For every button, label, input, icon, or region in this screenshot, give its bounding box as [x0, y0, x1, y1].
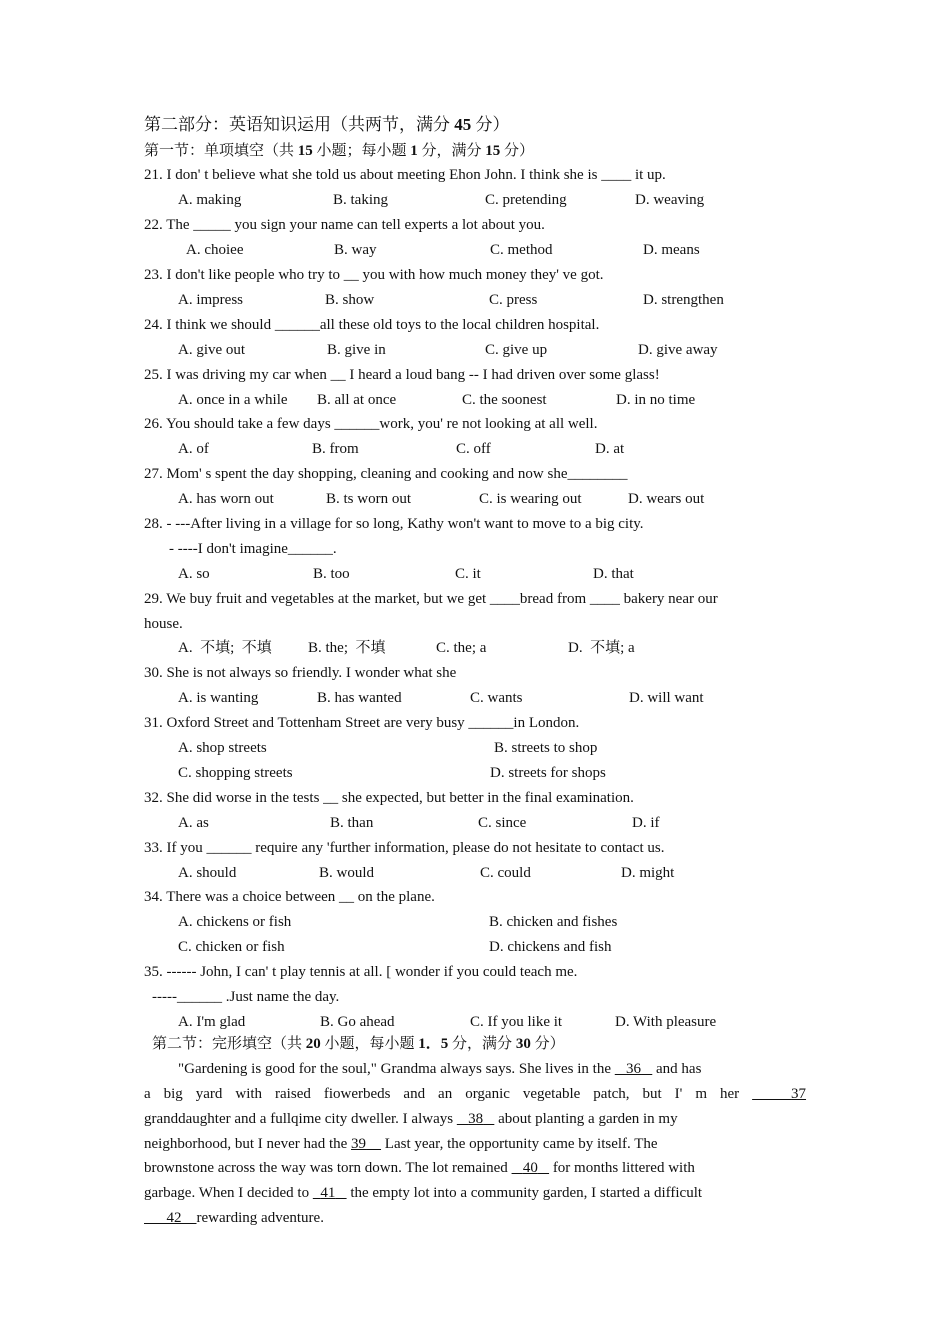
passage-text: for months littered with	[549, 1160, 695, 1176]
section2-per: 1．5	[418, 1036, 449, 1052]
q31-option-c: C. shopping streets	[178, 765, 293, 781]
blank-38	[457, 1111, 495, 1127]
passage-text: Last year, the opportunity came by itself. The	[381, 1136, 658, 1152]
section1-title	[144, 141, 534, 161]
question-32: 32. She did worse in the tests __ she expected, but better in the final examination.	[144, 790, 634, 806]
passage-line-5	[144, 1158, 695, 1178]
q22-option-b: B. way	[334, 242, 377, 258]
q24-option-c: C. give up	[485, 342, 548, 358]
q33-option-b: B. would	[319, 865, 375, 881]
q25-option-a: A. once in a while	[178, 392, 288, 408]
passage-text: garbage. When I decided to	[144, 1185, 313, 1201]
q24-option-a: A. give out	[178, 342, 246, 358]
passage-text: rewarding adventure.	[196, 1210, 324, 1226]
question-26: 26. You should take a few days ______work, you' re not looking at all well.	[144, 416, 598, 432]
q29-option-d: D. 不填; a	[568, 640, 635, 656]
q34-option-a: A. chickens or fish	[178, 914, 292, 930]
section1-total: 15	[485, 143, 501, 159]
question-25: 25. I was driving my car when __ I heard a loud bang -- I had driven over some glass!	[144, 367, 660, 383]
blank-42	[144, 1210, 197, 1226]
question-30: 30. She is not always so friendly. I wonder what she	[144, 665, 457, 681]
question-33: 33. If you ______ require any 'further information, please do not hesitate to contact us.	[144, 840, 665, 856]
q35-option-d: D. With pleasure	[615, 1014, 717, 1030]
q32-option-a: A. as	[178, 815, 209, 831]
q33-option-d: D. might	[621, 865, 675, 881]
q22-option-a: A. choiee	[186, 242, 244, 258]
blank-38-number: 38	[468, 1111, 484, 1127]
passage-text: and has	[652, 1061, 702, 1077]
question-31: 31. Oxford Street and Tottenham Street are very busy ______in London.	[144, 715, 580, 731]
section1-title-m2: 分，满分	[417, 143, 486, 159]
q28-option-d: D. that	[593, 566, 634, 582]
q26-option-a: A. of	[178, 441, 209, 457]
question-28: 28. - ---After living in a village for so long, Kathy won't want to move to a big city.	[144, 516, 644, 532]
q35-option-c: C. If you like it	[470, 1014, 563, 1030]
question-21: 21. I don' t believe what she told us about meeting Ehon John. I think she is ____ it up.	[144, 167, 666, 183]
q21-option-d: D. weaving	[635, 192, 705, 208]
q21-option-a: A. making	[178, 192, 242, 208]
blank-41-number: 41	[320, 1185, 336, 1201]
q21-option-c: C. pretending	[485, 192, 567, 208]
q33-option-c: C. could	[480, 865, 531, 881]
blank-36-number: 36	[626, 1061, 642, 1077]
blank-36	[615, 1061, 653, 1077]
part-title-suffix: 分）	[471, 115, 510, 134]
passage-text: neighborhood, but I never had the	[144, 1136, 352, 1152]
question-27: 27. Mom' s spent the day shopping, cleaning and cooking and now she________	[144, 466, 628, 482]
blank-37-number: 37	[791, 1086, 807, 1102]
passage-text: granddaughter and a fullqime city dweller. I always	[144, 1111, 457, 1127]
passage-line-4	[144, 1134, 658, 1154]
q35-option-a: A. I'm glad	[178, 1014, 246, 1030]
passage-line-2	[144, 1084, 806, 1104]
question-22: 22. The _____ you sign your name can tell experts a lot about you.	[144, 217, 545, 233]
blank-40	[512, 1160, 550, 1176]
q31-option-a: A. shop streets	[178, 740, 267, 756]
section2-title-c: 分）	[530, 1036, 565, 1052]
q28-option-b: B. too	[313, 566, 350, 582]
q35-option-b: B. Go ahead	[320, 1014, 395, 1030]
section2-title-m2: 分，满分	[448, 1036, 516, 1052]
q25-option-d: D. in no time	[616, 392, 696, 408]
section2-title	[152, 1034, 565, 1054]
passage-line-3	[144, 1109, 678, 1129]
question-29-cont: house.	[144, 616, 183, 632]
q27-option-d: D. wears out	[628, 491, 705, 507]
question-24: 24. I think we should ______all these old toys to the local children hospital.	[144, 317, 600, 333]
q29-option-a: A. 不填; 不填	[178, 640, 272, 656]
q26-option-d: D. at	[595, 441, 625, 457]
passage-line-6	[144, 1183, 702, 1203]
passage-line-7	[144, 1208, 324, 1228]
passage-text: the empty lot into a community garden, I started a difficult	[346, 1185, 703, 1201]
blank-39	[351, 1136, 381, 1152]
q22-option-d: D. means	[643, 242, 700, 258]
blank-41	[313, 1185, 347, 1201]
section2-title-a: 第二节：完形填空（共	[152, 1036, 306, 1052]
section2-count: 20	[305, 1036, 321, 1052]
q34-option-d: D. chickens and fish	[489, 939, 612, 955]
q32-option-b: B. than	[330, 815, 374, 831]
q23-option-a: A. impress	[178, 292, 243, 308]
q28-option-c: C. it	[455, 566, 481, 582]
q31-option-d: D. streets for shops	[490, 765, 606, 781]
q33-option-a: A. should	[178, 865, 237, 881]
question-28-reply: - ----I don't imagine______.	[169, 541, 337, 557]
section1-count: 15	[297, 143, 313, 159]
q34-option-c: C. chicken or fish	[178, 939, 285, 955]
q28-option-a: A. so	[178, 566, 210, 582]
q27-option-b: B. ts worn out	[326, 491, 412, 507]
q34-option-b: B. chicken and fishes	[489, 914, 618, 930]
q26-option-b: B. from	[312, 441, 359, 457]
section1-per: 1	[410, 143, 418, 159]
section2-total: 30	[515, 1036, 531, 1052]
q23-option-d: D. strengthen	[643, 292, 724, 308]
q24-option-b: B. give in	[327, 342, 386, 358]
section1-title-c: 分）	[500, 143, 535, 159]
passage-text: brownstone across the way was torn down. The lot remained	[144, 1160, 512, 1176]
question-34: 34. There was a choice between __ on the plane.	[144, 889, 435, 905]
blank-37	[752, 1086, 806, 1102]
section1-title-a: 第一节：单项填空（共	[144, 143, 298, 159]
q30-option-d: D. will want	[629, 690, 704, 706]
blank-42-number: 42	[166, 1210, 182, 1226]
part-title-score: 45	[454, 115, 472, 134]
part-title	[144, 115, 510, 135]
passage-line-1	[178, 1059, 701, 1079]
question-23: 23. I don't like people who try to __ you with how much money they' ve got.	[144, 267, 604, 283]
q30-option-b: B. has wanted	[317, 690, 402, 706]
section2-title-m1: 小题，每小题	[320, 1036, 419, 1052]
q27-option-a: A. has worn out	[178, 491, 274, 507]
q23-option-c: C. press	[489, 292, 538, 308]
q25-option-c: C. the soonest	[462, 392, 547, 408]
q23-option-b: B. show	[325, 292, 375, 308]
question-35: 35. ------ John, I can' t play tennis at all. [ wonder if you could teach me.	[144, 964, 578, 980]
passage-text: about planting a garden in my	[494, 1111, 678, 1127]
question-35-reply: -----______ .Just name the day.	[152, 989, 340, 1005]
q26-option-c: C. off	[456, 441, 491, 457]
q24-option-d: D. give away	[638, 342, 718, 358]
q32-option-c: C. since	[478, 815, 527, 831]
passage-text: "Gardening is good for the soul," Grandma always says. She lives in the	[178, 1061, 615, 1077]
passage-text: a big yard with raised fiowerbeds and an organic vegetable patch, but I' m her	[144, 1086, 740, 1102]
q32-option-d: D. if	[632, 815, 660, 831]
q29-option-c: C. the; a	[436, 640, 487, 656]
blank-40-number: 40	[522, 1160, 538, 1176]
question-29: 29. We buy fruit and vegetables at the market, but we get ____bread from ____ bakery near our	[144, 591, 718, 607]
section1-title-m1: 小题；每小题	[312, 143, 411, 159]
q27-option-c: C. is wearing out	[479, 491, 582, 507]
q30-option-a: A. is wanting	[178, 690, 259, 706]
q22-option-c: C. method	[490, 242, 553, 258]
q21-option-b: B. taking	[333, 192, 388, 208]
q29-option-b: B. the; 不填	[308, 640, 386, 656]
q30-option-c: C. wants	[470, 690, 523, 706]
q25-option-b: B. all at once	[317, 392, 397, 408]
blank-39-number: 39	[351, 1136, 367, 1152]
part-title-text: 第二部分：英语知识运用（共两节，满分	[144, 115, 455, 134]
q31-option-b: B. streets to shop	[494, 740, 598, 756]
